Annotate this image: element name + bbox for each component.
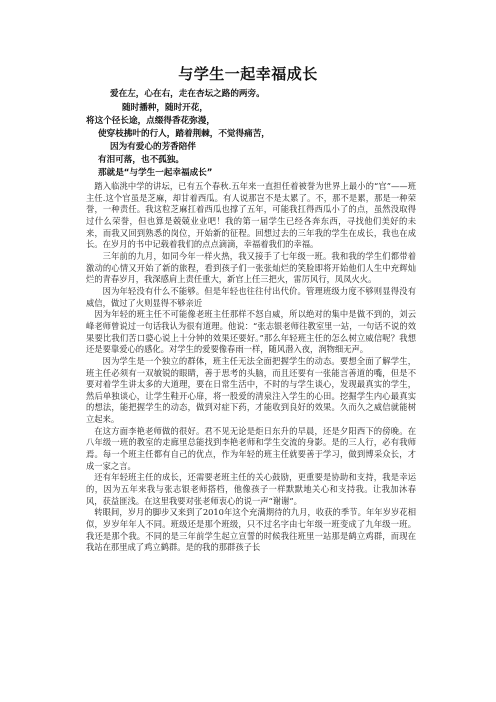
poem-line: 因为有爱心的芳香陪伴 xyxy=(110,142,196,152)
poem-line: 使穿枝拂叶的行人，踏着荆棘，不觉得痛苦， xyxy=(98,129,270,139)
poem-line: 那就是“与学生一起幸福成长” xyxy=(98,168,213,178)
page-title: 与学生一起幸福成长 xyxy=(178,65,318,83)
paragraph: 因为年轻的班主任不可能像老班主任那样不怒自威，所以绝对的集中是做不到的，刘云峰老师曾说过一句话我认为很有道理。他说：“张志银老师往教室里一站，一句话不说的效果要比我们苦口婆心说上十分钟的效果还要好。”那么年轻班主任的怎么树立威信呢？我想还是要靠爱心的感化。对学生的爱要像春雨一样，随风潜入夜，润物细无声。 xyxy=(86,309,416,355)
paragraph: 转眼间，岁月的脚步又来到了2010年这个充满期待的九月，收获的季节。年年岁岁花相似，岁岁年年人不同。班级还是那个班级，只不过名字由七年级一班变成了九年级一班。我还是那个我。不同的是三年前学生起立宣誓的时候我往班里一站那是鹤立鸡群，而现在我站在那里成了鸡立鹤群。是的我的那群孩子长 xyxy=(86,507,416,553)
article-body xyxy=(86,181,416,554)
poem-line: 爱在左，心在右，走在杏坛之路的两旁。 xyxy=(110,89,265,99)
paragraph: 三年前的九月，如同今年一样火热，我又接手了七年级一班。我和我的学生们都带着激动的心情又开始了新的旅程，看到孩子们一张张灿烂的笑脸即将开始他们人生中充辉灿烂的青春岁月，我深感肩上责任重大，新官上任三把火，雷厉风行，凤凤火火。 xyxy=(86,250,416,285)
paragraph: 因为年轻没有什么不能够。但是年轻也往往付出代价。管理班级力度不够则显得没有威信，做过了火则显得不够亲近 xyxy=(86,285,416,308)
poem-line: 有泪可落，也不孤独。 xyxy=(98,155,184,165)
paragraph: 在这方面李艳老师做的很好。君不见无论是炬日东升的早晨，还是夕阳西下的傍晚。在八年级一班的教室的走廊里总能找到李艳老师和学生交流的身影。是的三人行，必有我师焉。每一个班主任都有自己的优点，作为年轻的班主任就要善于学习，做到博采众长，才成一家之言。 xyxy=(86,425,416,471)
paragraph: 因为学生是一个独立的群体，班主任无法全面把握学生的动态。要想全面了解学生，班主任必须有一双敏锐的眼睛，善于思考的头脑，而且还要有一张能言善道的嘴，但是不要对着学生讲太多的大道理，要在日常生活中，不时的与学生谈心，发现最真实的学生，然后单独谈心，让学生鞋开心扉，将一股爱的清泉注入学生的心田。挖掘学生内心最真实的想法，能把握学生的动态，做到对症下药，才能收到良好的效果。久而久之威信就能树立起来。 xyxy=(86,355,416,425)
poem-line: 随时播种，随时开花， xyxy=(122,103,208,113)
paragraph: 还有年轻班主任的成长，还需要老班主任的关心鼓励，更重要是协助和支持，我是幸运的，因为五年来我与张志银老师搭档，他像孩子一样默默地关心和支持我。让我加沐春风，获益匪浅。在这里我要对张老师衷心的说一声“谢谢”。 xyxy=(86,472,416,506)
paragraph: 踏入临洮中学的讲坛，已有五个春秋.五年来一直担任着被誉为世界上最小的“官”——班主任.这个官虽是芝麻，却甘着西瓜。有人说那岂不是太累了。不，那不是累，那是一种荣誉，一种责任。我这粒芝麻扛着西瓜也撑了五年，可能我扛得西瓜小了的点，虽然没取得过什么荣誉，但也算是兢兢业业吧！我的第一届学生已经各奔东西，寻找他们美好的未来，而我又回到熟悉的岗位，开始新的征程。回想过去的三年我的学生在成长，我也在成长。在岁月的书中记载着我们的点点滴滴，幸福着我们的幸福。 xyxy=(86,181,416,250)
poem-line: 将这个径长途，点缀得香花弥漫， xyxy=(86,116,215,126)
